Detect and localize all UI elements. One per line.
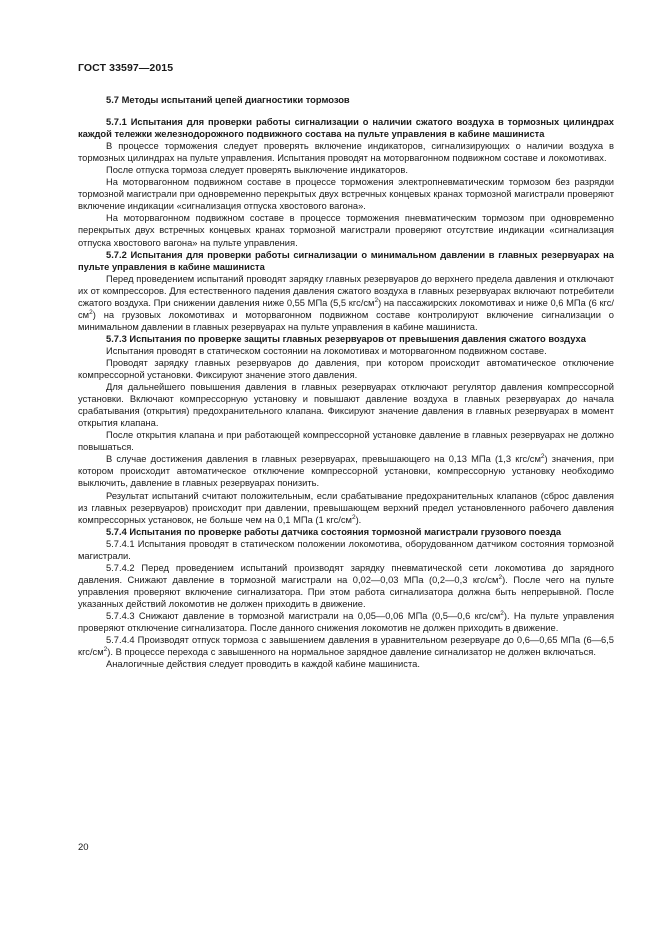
- paragraph: В случае достижения давления в главных резервуарах, превышающего на 0,13 МПа (1,3 кгс/$см^2$) значения, при котором происходит автоматическое отключение компрессорной установки, компрессорную установку необходимо выключить, давление в главных резервуарах понизить.: [78, 453, 614, 489]
- section-title: 5.7 Методы испытаний цепей диагностики тормозов: [106, 95, 350, 105]
- subsection-title-5-7-1: 5.7.1 Испытания для проверки работы сигнализации о наличии сжатого воздуха в тормозных цилиндрах каждой тележки железнодорожного подвижного состава на пульте управления в кабине машиниста: [78, 117, 614, 140]
- paragraph: Перед проведением испытаний проводят зарядку главных резервуаров до верхнего предела давления и отключают их от компрессоров. Для естественного падения давления сжатого воздуха в главных резервуарах включают потребители сжатого воздуха. При снижении давления ниже 0,55 МПа (5,5 кгс/$см^2$) на пассажирских локомотивах и ниже 0,6 МПа (6 кгс/$см^2$) на грузовых локомотивах и моторвагонном подвижном составе контролируют включение сигнализации о минимальном давлении в главных резервуарах на пульте управления в кабине машиниста.: [78, 273, 615, 332]
- paragraph: Для дальнейшего повышения давления в главных резервуарах отключают регулятор давления компрессорной установки. Включают компрессорную установку и повышают давление воздуха в главных резервуарах до начала срабатывания (открытия) предохранительного клапана. Фиксируют значение давления в главных резервуарах в момент открытия клапана.: [78, 382, 614, 429]
- paragraph: После отпуска тормоза следует проверять выключение индикаторов.: [106, 165, 408, 176]
- paragraph: Аналогичные действия следует проводить в каждой кабине машиниста.: [106, 659, 420, 670]
- paragraph: Испытания проводят в статическом состоянии на локомотивах и моторвагонном подвижном составе.: [106, 345, 547, 356]
- subsection-title-5-7-3: 5.7.3 Испытания по проверке защиты главных резервуаров от превышения давления сжатого воздуха: [106, 333, 586, 344]
- paragraph: 5.7.4.3 Снижают давление в тормозной магистрали на 0,05—0,06 МПа (0,5—0,6 кгс/$см^2$). На пульте управления проверяют отключение сигнализатора. После данного снижения локомотив не должен приходить в движение.: [78, 609, 615, 634]
- paragraph: На моторвагонном подвижном составе в процессе торможения пневматическим тормозом при одновременно перекрытых двух встречных концевых кранах тормозной магистрали проверяют отсутствие индикации «сигнализация отпуска хвостового вагона» на пульте управления.: [78, 213, 614, 248]
- paragraph: 5.7.4.1 Испытания проводят в статическом положении локомотива, оборудованном датчиком состояния тормозной магистрали.: [78, 538, 614, 561]
- paragraph: 5.7.4.4 Производят отпуск тормоза с завышением давления в уравнительном резервуаре до 0,6—0,65 МПа (6—6,5 кгс/$см^2$). В процессе перехода с завышенного на нормальное зарядное давление сигнализатор не должен включаться.: [78, 635, 614, 658]
- paragraph: В процессе торможения следует проверять включение индикаторов, сигнализирующих о наличии воздуха в тормозных цилиндрах на пульте управления. Испытания проводят на моторвагонном подвижном составе и локомотивах.: [78, 141, 614, 164]
- subsection-title-5-7-2: 5.7.2 Испытания для проверки работы сигнализации о минимальном давлении в главных резервуарах на пульте управления в кабине машиниста: [78, 249, 614, 272]
- document-body: [78, 94, 614, 670]
- page-number: 20: [78, 842, 89, 853]
- paragraph: На моторвагонном подвижном составе в процессе торможения электропневматическим тормозом без разрядки тормозной магистрали при одновременно перекрытых двух встречных концевых кранах тормозной магистрали проверяют включение индикации «сигнализация отпуска хвостового вагона».: [78, 177, 614, 212]
- paragraph: Проводят зарядку главных резервуаров до давления, при котором происходит автоматическое отключение компрессорной установки. Фиксируют значение этого давления.: [78, 357, 614, 381]
- paragraph: 5.7.4.2 Перед проведением испытаний производят зарядку пневматической сети локомотива до зарядного давления. Снижают давление в тормозной магистрали на 0,02—0,03 МПа (0,2—0,3 кгс/$см^2$). После чего на пульте управления проверяют включение сигнализатора. При этом работа сигнализатора должна быть непрерывной. После указанных действий локомотив не должен приходить в движение.: [78, 562, 614, 609]
- subsection-title-5-7-4: 5.7.4 Испытания по проверке работы датчика состояния тормозной магистрали грузового поезда: [106, 526, 562, 537]
- paragraph: После открытия клапана и при работающей компрессорной установке давление в главных резервуарах не должно повышаться.: [78, 430, 614, 453]
- standard-header: ГОСТ 33597—2015: [78, 62, 174, 74]
- paragraph: Результат испытаний считают положительным, если срабатывание предохранительных клапанов (сброс давления из главных резервуаров) происходит при давлении, превышающем верхний предел установленного рабочего давления компрессорных установок, не больше чем на 0,1 МПа (1 кгс/$см^2$).: [78, 490, 614, 525]
